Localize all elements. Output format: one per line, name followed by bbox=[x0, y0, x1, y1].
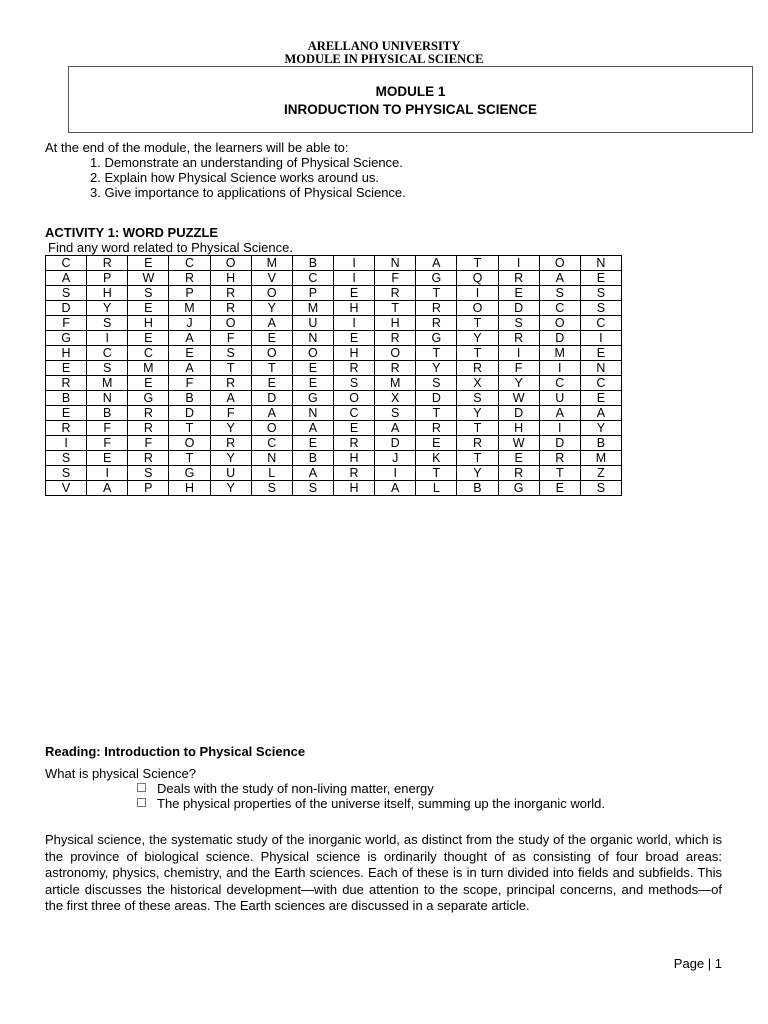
grid-cell: S bbox=[128, 466, 169, 481]
grid-cell: B bbox=[457, 481, 498, 496]
grid-row bbox=[46, 421, 622, 436]
grid-cell: T bbox=[457, 451, 498, 466]
grid-cell: O bbox=[457, 301, 498, 316]
grid-cell: O bbox=[333, 391, 374, 406]
grid-cell: E bbox=[580, 346, 621, 361]
grid-cell: P bbox=[292, 286, 333, 301]
grid-cell: D bbox=[539, 331, 580, 346]
grid-cell: S bbox=[87, 316, 128, 331]
grid-cell: M bbox=[169, 301, 210, 316]
grid-cell: H bbox=[169, 481, 210, 496]
grid-cell: G bbox=[169, 466, 210, 481]
objective-item: 2. Explain how Physical Science works around us. bbox=[90, 170, 380, 185]
grid-cell: C bbox=[580, 316, 621, 331]
activity-title: ACTIVITY 1: WORD PUZZLE bbox=[45, 225, 219, 240]
grid-cell: O bbox=[251, 346, 292, 361]
grid-cell: I bbox=[333, 271, 374, 286]
grid-row bbox=[46, 346, 622, 361]
grid-cell: G bbox=[128, 391, 169, 406]
grid-cell: H bbox=[333, 301, 374, 316]
grid-cell: E bbox=[87, 451, 128, 466]
grid-cell: D bbox=[498, 406, 539, 421]
grid-cell: M bbox=[580, 451, 621, 466]
grid-cell: R bbox=[498, 271, 539, 286]
grid-cell: R bbox=[457, 361, 498, 376]
grid-cell: O bbox=[292, 346, 333, 361]
grid-cell: D bbox=[416, 391, 457, 406]
grid-cell: E bbox=[46, 406, 87, 421]
grid-cell: R bbox=[128, 451, 169, 466]
grid-cell: B bbox=[580, 436, 621, 451]
grid-cell: E bbox=[580, 391, 621, 406]
grid-cell: A bbox=[251, 406, 292, 421]
grid-cell: A bbox=[251, 316, 292, 331]
grid-cell: S bbox=[457, 391, 498, 406]
grid-cell: C bbox=[46, 256, 87, 271]
grid-cell: Y bbox=[457, 466, 498, 481]
objective-item: 3. Give importance to applications of Physical Science. bbox=[90, 185, 406, 200]
grid-row bbox=[46, 301, 622, 316]
grid-cell: M bbox=[251, 256, 292, 271]
checkbox-bullet-icon bbox=[137, 783, 146, 792]
grid-cell: R bbox=[498, 466, 539, 481]
grid-cell: U bbox=[539, 391, 580, 406]
grid-row bbox=[46, 436, 622, 451]
grid-row bbox=[46, 466, 622, 481]
grid-cell: D bbox=[46, 301, 87, 316]
grid-cell: T bbox=[457, 346, 498, 361]
grid-cell: I bbox=[333, 256, 374, 271]
grid-cell: R bbox=[416, 301, 457, 316]
grid-cell: A bbox=[87, 481, 128, 496]
grid-cell: P bbox=[87, 271, 128, 286]
bullet-text: The physical properties of the universe itself, summing up the inorganic world. bbox=[157, 796, 605, 811]
activity-instruction: Find any word related to Physical Science. bbox=[48, 240, 293, 255]
objectives-intro: At the end of the module, the learners will be able to: bbox=[45, 140, 349, 155]
grid-cell: Z bbox=[580, 466, 621, 481]
grid-cell: I bbox=[498, 346, 539, 361]
page-number: Page | 1 bbox=[673, 956, 722, 971]
grid-cell: C bbox=[333, 406, 374, 421]
grid-cell: S bbox=[292, 481, 333, 496]
grid-cell: A bbox=[539, 271, 580, 286]
grid-cell: E bbox=[333, 331, 374, 346]
grid-cell: N bbox=[87, 391, 128, 406]
grid-cell: R bbox=[46, 376, 87, 391]
grid-cell: R bbox=[539, 451, 580, 466]
university-name: ARELLANO UNIVERSITY bbox=[307, 39, 461, 53]
grid-cell: D bbox=[251, 391, 292, 406]
grid-cell: E bbox=[251, 376, 292, 391]
grid-cell: G bbox=[292, 391, 333, 406]
grid-cell: R bbox=[457, 436, 498, 451]
grid-cell: A bbox=[416, 256, 457, 271]
grid-cell: J bbox=[169, 316, 210, 331]
grid-row bbox=[46, 391, 622, 406]
grid-cell: R bbox=[128, 406, 169, 421]
grid-cell: S bbox=[333, 376, 374, 391]
grid-cell: O bbox=[539, 316, 580, 331]
grid-cell: B bbox=[87, 406, 128, 421]
grid-cell: R bbox=[416, 316, 457, 331]
grid-cell: M bbox=[128, 361, 169, 376]
grid-cell: H bbox=[333, 451, 374, 466]
grid-cell: A bbox=[539, 406, 580, 421]
grid-cell: P bbox=[128, 481, 169, 496]
grid-cell: B bbox=[169, 391, 210, 406]
grid-cell: H bbox=[87, 286, 128, 301]
grid-cell: A bbox=[292, 466, 333, 481]
grid-cell: I bbox=[580, 331, 621, 346]
grid-cell: X bbox=[375, 391, 416, 406]
grid-cell: I bbox=[46, 436, 87, 451]
grid-cell: F bbox=[210, 406, 251, 421]
grid-cell: C bbox=[292, 271, 333, 286]
grid-cell: T bbox=[457, 256, 498, 271]
module-title: INRODUCTION TO PHYSICAL SCIENCE bbox=[283, 102, 538, 117]
grid-cell: A bbox=[169, 361, 210, 376]
grid-cell: T bbox=[210, 361, 251, 376]
checkbox-bullet-icon bbox=[137, 798, 146, 807]
grid-cell: S bbox=[375, 406, 416, 421]
grid-row bbox=[46, 406, 622, 421]
grid-cell: T bbox=[457, 316, 498, 331]
grid-cell: A bbox=[169, 331, 210, 346]
grid-cell: Y bbox=[87, 301, 128, 316]
grid-cell: G bbox=[46, 331, 87, 346]
grid-row bbox=[46, 331, 622, 346]
grid-cell: A bbox=[46, 271, 87, 286]
grid-cell: U bbox=[292, 316, 333, 331]
grid-cell: R bbox=[416, 421, 457, 436]
grid-cell: W bbox=[128, 271, 169, 286]
grid-cell: Y bbox=[416, 361, 457, 376]
grid-cell: I bbox=[539, 361, 580, 376]
grid-cell: E bbox=[128, 301, 169, 316]
grid-cell: G bbox=[416, 331, 457, 346]
grid-cell: R bbox=[333, 466, 374, 481]
grid-cell: E bbox=[292, 436, 333, 451]
grid-cell: N bbox=[251, 451, 292, 466]
grid-cell: S bbox=[46, 451, 87, 466]
grid-cell: B bbox=[292, 451, 333, 466]
grid-row bbox=[46, 286, 622, 301]
grid-cell: I bbox=[333, 316, 374, 331]
grid-cell: I bbox=[539, 421, 580, 436]
grid-cell: R bbox=[333, 436, 374, 451]
grid-cell: Y bbox=[580, 421, 621, 436]
grid-cell: H bbox=[46, 346, 87, 361]
grid-cell: I bbox=[87, 331, 128, 346]
grid-cell: S bbox=[416, 376, 457, 391]
grid-cell: N bbox=[580, 256, 621, 271]
bullet-item bbox=[137, 781, 434, 796]
grid-cell: W bbox=[498, 436, 539, 451]
grid-row bbox=[46, 316, 622, 331]
grid-cell: E bbox=[333, 421, 374, 436]
grid-cell: R bbox=[375, 286, 416, 301]
grid-cell: T bbox=[169, 421, 210, 436]
grid-cell: F bbox=[46, 316, 87, 331]
grid-cell: I bbox=[87, 466, 128, 481]
grid-cell: R bbox=[169, 271, 210, 286]
grid-cell: A bbox=[292, 421, 333, 436]
grid-cell: S bbox=[580, 301, 621, 316]
grid-cell: S bbox=[46, 466, 87, 481]
grid-row bbox=[46, 256, 622, 271]
grid-cell: L bbox=[251, 466, 292, 481]
grid-cell: R bbox=[333, 361, 374, 376]
grid-cell: R bbox=[375, 361, 416, 376]
grid-cell: E bbox=[292, 376, 333, 391]
grid-cell: A bbox=[375, 481, 416, 496]
grid-cell: S bbox=[580, 481, 621, 496]
grid-cell: C bbox=[539, 301, 580, 316]
grid-cell: X bbox=[457, 376, 498, 391]
module-subtitle: MODULE IN PHYSICAL SCIENCE bbox=[284, 52, 484, 66]
grid-row bbox=[46, 271, 622, 286]
grid-cell: N bbox=[292, 331, 333, 346]
grid-cell: C bbox=[580, 376, 621, 391]
grid-cell: R bbox=[46, 421, 87, 436]
grid-cell: E bbox=[169, 346, 210, 361]
grid-cell: S bbox=[251, 481, 292, 496]
grid-cell: Y bbox=[210, 481, 251, 496]
objective-item: 1. Demonstrate an understanding of Physical Science. bbox=[90, 155, 403, 170]
grid-cell: T bbox=[169, 451, 210, 466]
grid-cell: C bbox=[169, 256, 210, 271]
grid-cell: F bbox=[169, 376, 210, 391]
grid-cell: M bbox=[375, 376, 416, 391]
grid-cell: F bbox=[87, 436, 128, 451]
module-title-box bbox=[68, 66, 753, 133]
grid-cell: H bbox=[498, 421, 539, 436]
grid-cell: R bbox=[87, 256, 128, 271]
grid-row bbox=[46, 376, 622, 391]
module-number: MODULE 1 bbox=[375, 84, 446, 99]
grid-cell: H bbox=[128, 316, 169, 331]
grid-cell: Y bbox=[210, 421, 251, 436]
bullet-item bbox=[137, 796, 605, 811]
grid-cell: O bbox=[251, 421, 292, 436]
grid-cell: D bbox=[375, 436, 416, 451]
grid-row bbox=[46, 451, 622, 466]
grid-cell: I bbox=[498, 256, 539, 271]
reading-paragraph: Physical science, the systematic study of the inorganic world, as distinct from the study of the organic world, which is the province of biological science. Physical science is ordinarily thought of as consisting of four broad areas: astronomy, physics, chemistry, and the Earth sciences. Each of these is in turn divided into fields and subfields. This article discusses the historical development—with due attention to the scope, principal concerns, and methods—of the first three of these areas. The Earth sciences are discussed in a separate article. bbox=[45, 832, 722, 913]
grid-cell: M bbox=[292, 301, 333, 316]
grid-cell: U bbox=[210, 466, 251, 481]
grid-cell: V bbox=[46, 481, 87, 496]
grid-cell: E bbox=[251, 331, 292, 346]
grid-cell: I bbox=[457, 286, 498, 301]
grid-cell: H bbox=[333, 481, 374, 496]
grid-cell: I bbox=[375, 466, 416, 481]
grid-cell: T bbox=[457, 421, 498, 436]
grid-cell: R bbox=[210, 301, 251, 316]
grid-cell: A bbox=[210, 391, 251, 406]
grid-cell: O bbox=[169, 436, 210, 451]
grid-cell: E bbox=[128, 376, 169, 391]
grid-cell: S bbox=[539, 286, 580, 301]
grid-cell: J bbox=[375, 451, 416, 466]
grid-cell: Y bbox=[210, 451, 251, 466]
grid-cell: D bbox=[169, 406, 210, 421]
grid-cell: F bbox=[128, 436, 169, 451]
grid-cell: F bbox=[87, 421, 128, 436]
grid-cell: V bbox=[251, 271, 292, 286]
grid-cell: T bbox=[416, 346, 457, 361]
grid-cell: A bbox=[580, 406, 621, 421]
grid-cell: C bbox=[539, 376, 580, 391]
grid-cell: R bbox=[128, 421, 169, 436]
grid-cell: C bbox=[128, 346, 169, 361]
grid-cell: H bbox=[210, 271, 251, 286]
grid-cell: T bbox=[375, 301, 416, 316]
grid-cell: S bbox=[46, 286, 87, 301]
grid-cell: N bbox=[375, 256, 416, 271]
grid-cell: C bbox=[251, 436, 292, 451]
grid-cell: O bbox=[210, 256, 251, 271]
grid-cell: E bbox=[416, 436, 457, 451]
grid-cell: O bbox=[539, 256, 580, 271]
grid-cell: M bbox=[539, 346, 580, 361]
grid-cell: R bbox=[498, 331, 539, 346]
grid-cell: C bbox=[87, 346, 128, 361]
reading-title: Reading: Introduction to Physical Science bbox=[45, 744, 306, 759]
grid-row bbox=[46, 481, 622, 496]
grid-cell: L bbox=[416, 481, 457, 496]
grid-cell: E bbox=[580, 271, 621, 286]
grid-cell: S bbox=[498, 316, 539, 331]
grid-cell: E bbox=[292, 361, 333, 376]
grid-cell: T bbox=[416, 286, 457, 301]
grid-cell: S bbox=[210, 346, 251, 361]
grid-cell: E bbox=[46, 361, 87, 376]
grid-cell: E bbox=[539, 481, 580, 496]
grid-cell: F bbox=[210, 331, 251, 346]
grid-cell: A bbox=[375, 421, 416, 436]
word-puzzle-grid bbox=[45, 255, 622, 496]
grid-cell: H bbox=[375, 316, 416, 331]
grid-cell: S bbox=[87, 361, 128, 376]
grid-cell: E bbox=[498, 451, 539, 466]
grid-cell: K bbox=[416, 451, 457, 466]
bullet-text: Deals with the study of non-living matter, energy bbox=[157, 781, 434, 796]
grid-cell: N bbox=[292, 406, 333, 421]
grid-cell: B bbox=[292, 256, 333, 271]
grid-cell: N bbox=[580, 361, 621, 376]
grid-cell: M bbox=[87, 376, 128, 391]
grid-row bbox=[46, 361, 622, 376]
grid-cell: D bbox=[498, 301, 539, 316]
grid-cell: G bbox=[416, 271, 457, 286]
grid-cell: W bbox=[498, 391, 539, 406]
grid-cell: G bbox=[498, 481, 539, 496]
grid-cell: T bbox=[539, 466, 580, 481]
reading-question: What is physical Science? bbox=[45, 766, 197, 781]
grid-cell: E bbox=[128, 331, 169, 346]
grid-cell: R bbox=[210, 286, 251, 301]
grid-cell: Y bbox=[457, 406, 498, 421]
grid-cell: E bbox=[498, 286, 539, 301]
grid-cell: O bbox=[210, 316, 251, 331]
grid-cell: Y bbox=[457, 331, 498, 346]
grid-cell: E bbox=[333, 286, 374, 301]
grid-cell: T bbox=[416, 406, 457, 421]
grid-cell: B bbox=[46, 391, 87, 406]
grid-cell: O bbox=[375, 346, 416, 361]
grid-cell: F bbox=[375, 271, 416, 286]
grid-cell: Y bbox=[251, 301, 292, 316]
grid-cell: P bbox=[169, 286, 210, 301]
grid-cell: S bbox=[128, 286, 169, 301]
grid-cell: T bbox=[251, 361, 292, 376]
grid-cell: R bbox=[210, 376, 251, 391]
grid-cell: H bbox=[333, 346, 374, 361]
grid-cell: D bbox=[539, 436, 580, 451]
grid-cell: S bbox=[580, 286, 621, 301]
grid-cell: R bbox=[210, 436, 251, 451]
grid-cell: O bbox=[251, 286, 292, 301]
grid-cell: R bbox=[375, 331, 416, 346]
grid-cell: Y bbox=[498, 376, 539, 391]
grid-cell: T bbox=[416, 466, 457, 481]
grid-cell: Q bbox=[457, 271, 498, 286]
grid-cell: E bbox=[128, 256, 169, 271]
grid-cell: F bbox=[498, 361, 539, 376]
